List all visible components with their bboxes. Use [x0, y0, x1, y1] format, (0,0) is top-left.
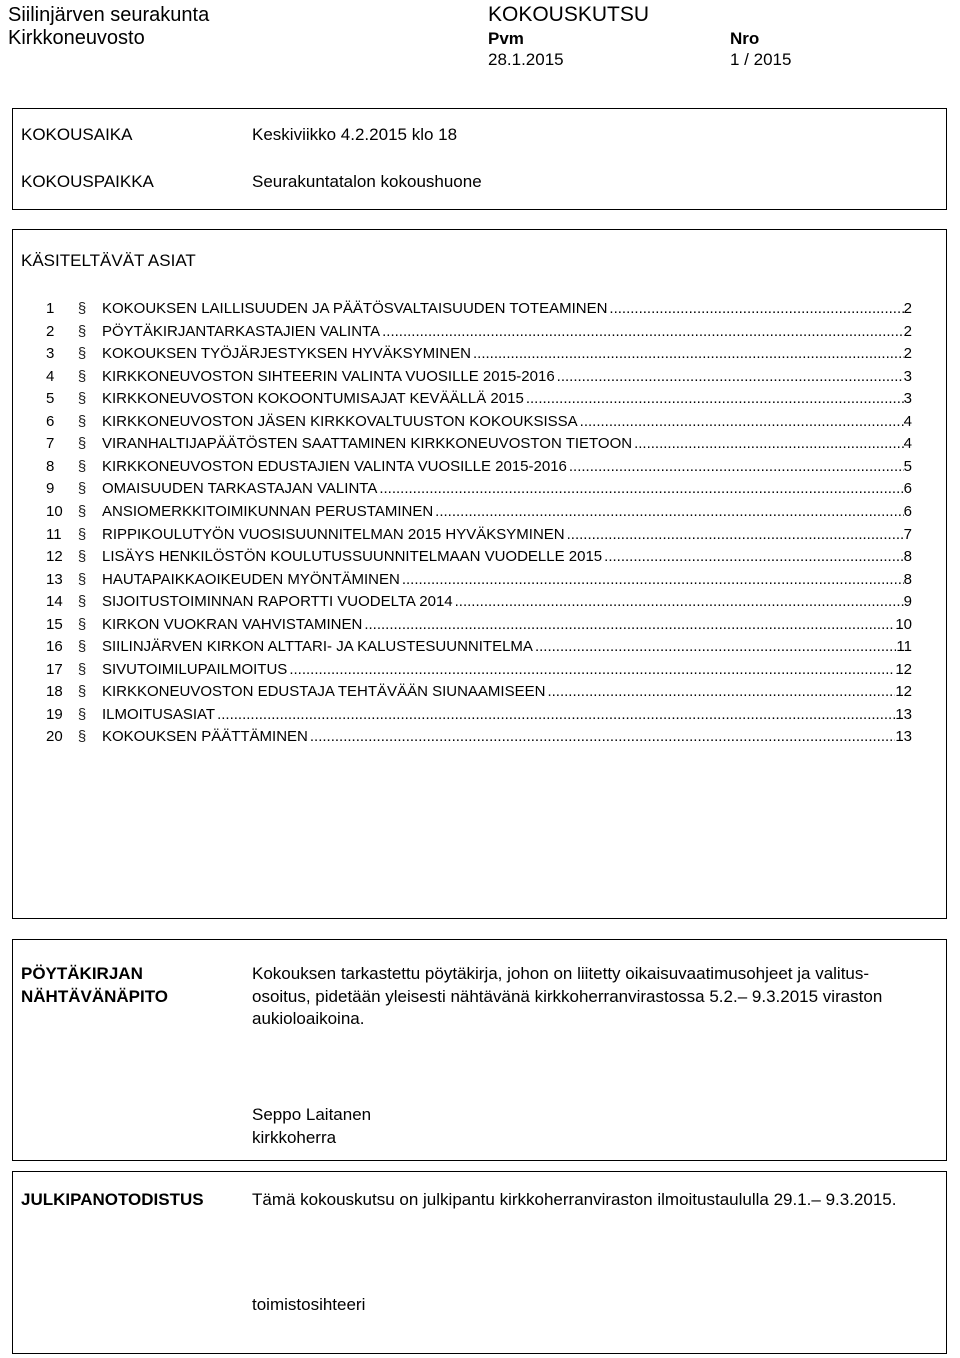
agenda-item-number: 13: [46, 570, 63, 588]
section-sign: §: [77, 435, 87, 453]
agenda-item-title: LISÄYS HENKILÖSTÖN KOULUTUSSUUNNITELMAAN VUODELLE 2015: [102, 548, 603, 566]
agenda-item: [46, 298, 912, 320]
notice-signer-title: toimistosihteeri: [252, 1295, 366, 1314]
agenda-item-entry: [102, 321, 912, 343]
agenda-item-page: 2: [903, 345, 912, 363]
agenda-item-number: 14: [46, 593, 63, 611]
agenda-item-page: 13: [895, 728, 912, 746]
agenda-item: [46, 411, 912, 433]
agenda-item-number: 19: [46, 705, 63, 723]
agenda-item: [46, 546, 912, 568]
agenda-item: [46, 433, 912, 455]
agenda-item-number: 6: [46, 412, 55, 430]
section-sign: §: [77, 705, 87, 723]
minutes-box: [12, 939, 947, 1161]
agenda-item-number: 1: [46, 300, 55, 317]
minutes-text-line1: Kokouksen tarkastettu pöytäkirja, johon on liitetty oikaisuvaatimusohjeet ja valitus-: [252, 964, 870, 983]
leader-dots: [455, 591, 904, 613]
agenda-item-page: 4: [903, 435, 912, 453]
agenda-item: [46, 704, 912, 726]
agenda-item-number: 2: [46, 322, 55, 340]
section-sign: §: [77, 367, 87, 385]
agenda-item: [46, 659, 912, 681]
agenda-item-title: KIRKKONEUVOSTON SIHTEERIN VALINTA VUOSILLE 2015-2016: [102, 367, 555, 385]
leader-dots: [567, 524, 904, 546]
pvm-value: 28.1.2015: [488, 50, 564, 69]
agenda-item-title: ANSIOMERKKITOIMIKUNNAN PERUSTAMINEN: [102, 502, 434, 520]
agenda-item: [46, 321, 912, 343]
agenda-item: [46, 524, 912, 546]
section-sign: §: [77, 345, 87, 363]
agenda-item: [46, 591, 912, 613]
agenda-item-number: 5: [46, 390, 55, 408]
section-sign: §: [77, 300, 87, 317]
leader-dots: [473, 343, 904, 365]
agenda-item: [46, 388, 912, 410]
minutes-text-line2: osoitus, pidetään yleisesti nähtävänä kirkkoherranvirastossa 5.2.– 9.3.2015 viraston: [252, 987, 883, 1006]
leader-dots: [580, 411, 904, 433]
section-sign: §: [77, 390, 87, 408]
agenda-item: [46, 681, 912, 703]
agenda-item-entry: [102, 524, 912, 546]
notice-box: [12, 1171, 947, 1354]
agenda-item-title: ILMOITUSASIAT: [102, 705, 216, 723]
leader-dots: [382, 321, 904, 343]
section-sign: §: [77, 638, 87, 656]
agenda-item-entry: [102, 659, 912, 681]
leader-dots: [435, 501, 904, 523]
leader-dots: [604, 546, 904, 568]
agenda-item-page: 12: [895, 660, 912, 678]
nro-label: Nro: [730, 29, 760, 48]
agenda-item-title: PÖYTÄKIRJANTARKASTAJIEN VALINTA: [102, 322, 381, 340]
agenda-item-entry: [102, 366, 912, 388]
section-sign: §: [77, 412, 87, 430]
agenda-item-entry: [102, 501, 912, 523]
agenda-item: [46, 478, 912, 500]
agenda-item-title: HAUTAPAIKKAOIKEUDEN MYÖNTÄMINEN: [102, 570, 400, 588]
agenda-item-entry: [102, 636, 912, 658]
agenda-heading: KÄSITELTÄVÄT ASIAT: [21, 251, 196, 270]
leader-dots: [364, 614, 895, 636]
leader-dots: [609, 298, 903, 320]
agenda-item-number: 15: [46, 615, 63, 633]
agenda-item-page: 3: [903, 390, 912, 408]
agenda-item: [46, 456, 912, 478]
leader-dots: [289, 659, 895, 681]
agenda-item-number: 3: [46, 345, 55, 363]
agenda-item-entry: [102, 614, 912, 636]
section-sign: §: [77, 570, 87, 588]
agenda-item-title: KOKOUKSEN TYÖJÄRJESTYKSEN HYVÄKSYMINEN: [102, 345, 471, 363]
agenda-item-page: 7: [903, 525, 912, 543]
agenda-item-number: 18: [46, 683, 63, 701]
agenda-item-entry: [102, 298, 912, 320]
minutes-label-line2: NÄHTÄVÄNÄPITO: [21, 987, 169, 1006]
leader-dots: [557, 366, 904, 388]
agenda-item: [46, 569, 912, 591]
leader-dots: [526, 388, 904, 410]
section-sign: §: [77, 728, 87, 746]
leader-dots: [379, 478, 903, 500]
agenda-item-number: 10: [46, 502, 63, 520]
notice-text: Tämä kokouskutsu on julkipantu kirkkoherranviraston ilmoitustaululla 29.1.– 9.3.2015.: [252, 1190, 897, 1209]
meeting-place-value: Seurakuntatalon kokoushuone: [252, 172, 482, 191]
section-sign: §: [77, 593, 87, 611]
agenda-item-page: 13: [895, 705, 912, 723]
section-sign: §: [77, 457, 87, 475]
agenda-item-page: 9: [903, 593, 912, 611]
agenda-item-number: 8: [46, 457, 55, 475]
section-sign: §: [77, 322, 87, 340]
minutes-signer-title: kirkkoherra: [252, 1128, 337, 1147]
agenda-item-title: SIVUTOIMILUPAILMOITUS: [102, 660, 288, 678]
agenda-item-entry: [102, 704, 912, 726]
agenda-item: [46, 501, 912, 523]
agenda-item-page: 2: [903, 300, 912, 317]
section-sign: §: [77, 683, 87, 701]
agenda-item-title: KIRKKONEUVOSTON EDUSTAJA TEHTÄVÄÄN SIUNAAMISEEN: [102, 683, 546, 701]
section-sign: §: [77, 480, 87, 498]
agenda-item: [46, 636, 912, 658]
agenda-item-page: 8: [903, 548, 912, 566]
leader-dots: [634, 433, 904, 455]
agenda-item-title: KIRKKONEUVOSTON JÄSEN KIRKKOVALTUUSTON KOKOUKSISSA: [102, 412, 578, 430]
agenda-item: [46, 366, 912, 388]
agenda-item-page: 5: [903, 457, 912, 475]
meeting-time-label: KOKOUSAIKA: [21, 125, 133, 144]
minutes-text-line3: aukioloaikoina.: [252, 1009, 365, 1028]
nro-value: 1 / 2015: [730, 50, 792, 69]
agenda-item-title: KIRKKONEUVOSTON KOKOONTUMISAJAT KEVÄÄLLÄ 2015: [102, 390, 524, 408]
agenda-item-page: 6: [903, 480, 912, 498]
minutes-label-line1: PÖYTÄKIRJAN: [21, 964, 143, 983]
agenda-item-entry: [102, 569, 912, 591]
agenda-item-entry: [102, 388, 912, 410]
agenda-item-title: KOKOUKSEN LAILLISUUDEN JA PÄÄTÖSVALTAISUUDEN TOTEAMINEN: [102, 300, 608, 317]
notice-label: JULKIPANOTODISTUS: [21, 1190, 204, 1209]
section-sign: §: [77, 548, 87, 566]
meeting-place-label: KOKOUSPAIKKA: [21, 172, 154, 191]
leader-dots: [402, 569, 904, 591]
agenda-item-page: 10: [895, 615, 912, 633]
agenda-item-number: 9: [46, 480, 55, 498]
agenda-item-number: 11: [46, 525, 62, 543]
leader-dots: [310, 726, 895, 748]
body-name: Kirkkoneuvosto: [8, 27, 145, 49]
agenda-item-title: SIJOITUSTOIMINNAN RAPORTTI VUODELTA 2014: [102, 593, 453, 611]
agenda-item-number: 17: [46, 660, 63, 678]
agenda-item-number: 7: [46, 435, 55, 453]
agenda-item-entry: [102, 411, 912, 433]
agenda-item-entry: [102, 681, 912, 703]
agenda-item-entry: [102, 456, 912, 478]
agenda-item-entry: [102, 591, 912, 613]
leader-dots: [535, 636, 896, 658]
agenda-item: [46, 614, 912, 636]
agenda-item-page: 8: [903, 570, 912, 588]
pvm-label: Pvm: [488, 29, 524, 48]
section-sign: §: [77, 615, 87, 633]
agenda-item-entry: [102, 343, 912, 365]
agenda-item-entry: [102, 726, 912, 748]
section-sign: §: [77, 660, 87, 678]
meeting-info-box: [12, 108, 947, 210]
agenda-item: [46, 343, 912, 365]
section-sign: §: [77, 525, 87, 543]
agenda-item-title: KIRKON VUOKRAN VAHVISTAMINEN: [102, 615, 363, 633]
meeting-time-value: Keskiviikko 4.2.2015 klo 18: [252, 125, 458, 144]
agenda-item-entry: [102, 433, 912, 455]
agenda-item-number: 12: [46, 548, 63, 566]
agenda-item-page: 6: [903, 502, 912, 520]
minutes-signer-name: Seppo Laitanen: [252, 1105, 372, 1124]
agenda-item-page: 12: [895, 683, 912, 701]
agenda-item-number: 4: [46, 367, 55, 385]
agenda-item-page: 3: [903, 367, 912, 385]
agenda-item: [46, 726, 912, 748]
agenda-item-number: 20: [46, 728, 63, 746]
document-type: KOKOUSKUTSU: [488, 3, 650, 26]
section-sign: §: [77, 502, 87, 520]
agenda-item-title: KIRKKONEUVOSTON EDUSTAJIEN VALINTA VUOSILLE 2015-2016: [102, 457, 567, 475]
agenda-item-page: 11: [896, 638, 912, 656]
agenda-item-number: 16: [46, 638, 63, 656]
leader-dots: [217, 704, 895, 726]
agenda-item-entry: [102, 478, 912, 500]
agenda-item-title: SIILINJÄRVEN KIRKON ALTTARI- JA KALUSTESUUNNITELMA: [102, 638, 533, 656]
leader-dots: [569, 456, 904, 478]
agenda-item-title: KOKOUKSEN PÄÄTTÄMINEN: [102, 728, 308, 746]
agenda-item-title: VIRANHALTIJAPÄÄTÖSTEN SAATTAMINEN KIRKKONEUVOSTON TIETOON: [102, 435, 633, 453]
agenda-item-page: 4: [903, 412, 912, 430]
agenda-item-title: OMAISUUDEN TARKASTAJAN VALINTA: [102, 480, 378, 498]
agenda-item-entry: [102, 546, 912, 568]
agenda-item-title: RIPPIKOULUTYÖN VUOSISUUNNITELMAN 2015 HYVÄKSYMINEN: [102, 525, 565, 543]
agenda-item-page: 2: [903, 322, 912, 340]
organization-name: Siilinjärven seurakunta: [8, 4, 210, 26]
leader-dots: [547, 681, 895, 703]
